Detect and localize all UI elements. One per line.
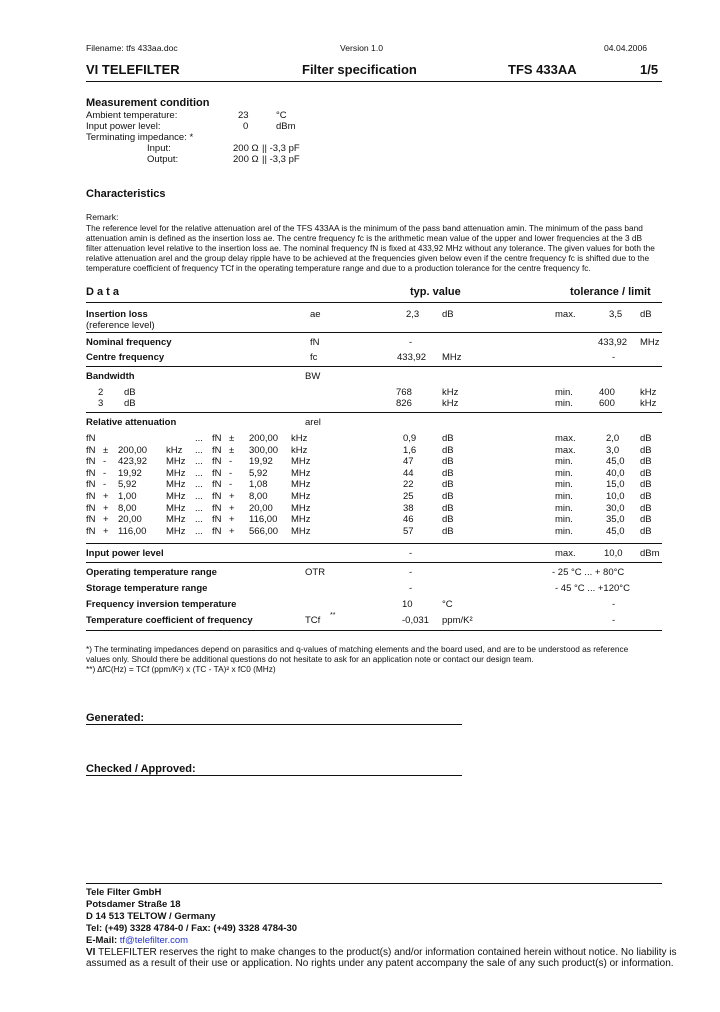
row-limit-value: 433,92 bbox=[598, 337, 628, 348]
rel-b: fN bbox=[212, 491, 222, 502]
row-label: Bandwidth bbox=[86, 371, 135, 382]
remark-line: attenuation amin is defined as the insertion loss ae. The centre frequency fc is the arithmetic mean value of the upper and lower frequencies at the 3 dB bbox=[86, 233, 643, 243]
rel-dots: ... bbox=[195, 491, 203, 502]
rel-v1: 5,92 bbox=[118, 479, 137, 491]
footer-rule bbox=[86, 883, 662, 884]
header-rule bbox=[86, 81, 662, 82]
bw-typ: 768 bbox=[396, 387, 412, 398]
rel-unit: dB bbox=[442, 514, 454, 526]
rel-unit: dB bbox=[442, 444, 454, 456]
version-text: Version 1.0 bbox=[340, 43, 383, 53]
rel-u2: MHz bbox=[291, 456, 311, 468]
rel-limv: 10,0 bbox=[606, 491, 625, 502]
footer-vi-logo: VI bbox=[86, 947, 96, 958]
rel-typ: 0,9 bbox=[403, 433, 417, 444]
rel-u1: MHz bbox=[166, 479, 186, 491]
rel-s2: - bbox=[229, 467, 233, 479]
rel-s2: - bbox=[229, 479, 233, 491]
rel-lim: min. bbox=[555, 525, 573, 537]
rel-b: fN bbox=[212, 433, 222, 444]
rel-limv: 45,0 bbox=[606, 456, 625, 468]
rel-b: fN bbox=[212, 467, 222, 479]
rel-a: fN bbox=[86, 491, 96, 502]
rel-limv: 3,0 bbox=[606, 444, 620, 456]
checked-label: Checked / Approved: bbox=[86, 763, 196, 775]
rel-limv: 45,0 bbox=[606, 525, 625, 537]
rel-u1: MHz bbox=[166, 502, 186, 514]
bw-limit: min. bbox=[555, 398, 573, 409]
rel-a: fN bbox=[86, 433, 96, 444]
rel-s: + bbox=[103, 491, 109, 502]
col-data-header: D a t a bbox=[86, 286, 120, 298]
company-logo bbox=[86, 62, 180, 77]
output-cap: || -3,3 pF bbox=[262, 154, 300, 165]
rel-s: - bbox=[103, 479, 107, 491]
row-label: Nominal frequency bbox=[86, 337, 172, 348]
rel-unit: dB bbox=[442, 456, 454, 468]
rel-lim: min. bbox=[555, 491, 573, 502]
rel-s2: + bbox=[229, 502, 235, 514]
rel-v2: 20,00 bbox=[249, 502, 273, 514]
rel-v2: 200,00 bbox=[249, 433, 279, 444]
bw-limit: min. bbox=[555, 387, 573, 398]
rel-limu: dB bbox=[640, 514, 652, 526]
rel-unit: dB bbox=[442, 433, 454, 444]
row-label: Insertion loss bbox=[86, 309, 148, 320]
rel-dots: ... bbox=[195, 479, 203, 491]
row-limit: max. bbox=[555, 548, 576, 559]
row-limit: max. bbox=[555, 309, 576, 320]
rel-b: fN bbox=[212, 479, 222, 491]
rel-typ: 44 bbox=[403, 467, 414, 479]
rel-v1: 423,92 bbox=[118, 456, 148, 468]
row-label: Temperature coefficient of frequency bbox=[86, 615, 253, 626]
footer-street: Potsdamer Straße 18 bbox=[86, 899, 181, 910]
rel-limu: dB bbox=[640, 502, 652, 514]
bw-typ: 826 bbox=[396, 398, 412, 409]
rel-lim: min. bbox=[555, 479, 573, 491]
rel-typ: 38 bbox=[403, 502, 414, 514]
rel-u1: MHz bbox=[166, 525, 186, 537]
generated-label: Generated: bbox=[86, 712, 145, 724]
footer-email-link[interactable]: tf@telefilter.com bbox=[119, 935, 189, 946]
rel-s2: + bbox=[229, 491, 235, 502]
rel-v1: 20,00 bbox=[118, 514, 142, 526]
bw-unit: kHz bbox=[442, 398, 459, 409]
rel-s: + bbox=[103, 525, 109, 537]
rel-b: fN bbox=[212, 456, 222, 468]
rel-typ: 1,6 bbox=[403, 444, 417, 456]
footer-city: D 14 513 TELTOW / Germany bbox=[86, 911, 216, 922]
rule bbox=[86, 332, 662, 333]
rel-s: + bbox=[103, 514, 109, 526]
power-value: 0 bbox=[243, 121, 249, 132]
rel-s2: ± bbox=[229, 444, 235, 456]
rel-u2: MHz bbox=[291, 502, 311, 514]
rel-lim: min. bbox=[555, 456, 573, 468]
logo-telefilter: TELEFILTER bbox=[101, 62, 180, 77]
footer-disclaimer-text: TELEFILTER reserves the right to make changes to the product(s) and/or information contained herein without notice. No liability is bbox=[98, 947, 677, 958]
input-label: Input: bbox=[147, 143, 171, 154]
rel-a: fN bbox=[86, 502, 96, 514]
rule bbox=[86, 412, 662, 413]
rel-limv: 35,0 bbox=[606, 514, 625, 526]
row-typ: 433,92 bbox=[397, 352, 427, 363]
row-symbol: fc bbox=[310, 352, 318, 363]
rel-v1: 1,00 bbox=[118, 491, 137, 502]
ambient-value: 23 bbox=[238, 110, 249, 121]
rel-dots: ... bbox=[195, 456, 203, 468]
bw-db: 3 bbox=[98, 398, 104, 409]
page-number: 1/5 bbox=[640, 62, 659, 77]
rel-u1: kHz bbox=[166, 444, 183, 456]
rel-s: - bbox=[103, 467, 107, 479]
relative-attenuation-symbol: arel bbox=[305, 417, 321, 428]
rel-dots: ... bbox=[195, 514, 203, 526]
bw-db-unit: dB bbox=[124, 387, 136, 398]
power-unit: dBm bbox=[276, 121, 296, 132]
bw-limit-value: 400 bbox=[599, 387, 615, 398]
rel-typ: 22 bbox=[403, 479, 414, 491]
rel-s2: - bbox=[229, 456, 233, 468]
row-label: Operating temperature range bbox=[86, 567, 217, 578]
rel-u2: MHz bbox=[291, 479, 311, 491]
rel-limu: dB bbox=[640, 479, 652, 491]
input-value: 200 Ω bbox=[233, 143, 259, 154]
row-typ: - bbox=[409, 567, 413, 578]
row-limit-unit: MHz bbox=[640, 337, 660, 348]
characteristics-title: Characteristics bbox=[86, 188, 166, 200]
rel-typ: 57 bbox=[403, 525, 414, 537]
rel-unit: dB bbox=[442, 525, 454, 537]
rel-limu: dB bbox=[640, 444, 652, 456]
rel-dots: ... bbox=[195, 502, 203, 514]
row-symbol: ae bbox=[310, 309, 321, 320]
rel-b: fN bbox=[212, 514, 222, 526]
rel-s2: ± bbox=[229, 433, 235, 444]
rel-b: fN bbox=[212, 525, 222, 537]
row-symbol: TCf bbox=[305, 615, 321, 626]
row-symbol: fN bbox=[310, 337, 320, 348]
row-sublabel: (reference level) bbox=[86, 320, 155, 331]
rel-v1: 116,00 bbox=[118, 525, 147, 537]
rel-limu: dB bbox=[640, 491, 652, 502]
rel-a: fN bbox=[86, 444, 96, 456]
rel-dots: ... bbox=[195, 433, 203, 444]
rel-u2: kHz bbox=[291, 444, 308, 456]
rel-limv: 40,0 bbox=[606, 467, 625, 479]
footer-company: Tele Filter GmbH bbox=[86, 887, 162, 898]
rel-s: - bbox=[103, 456, 107, 468]
footnote-2: **) ΔfC(Hz) = TCf (ppm/K²) x (TC - TA)² x fC0 (MHz) bbox=[86, 664, 276, 674]
bw-db-unit: dB bbox=[124, 398, 136, 409]
rule bbox=[86, 630, 662, 631]
row-limit-value: - bbox=[612, 615, 616, 626]
rel-lim: max. bbox=[555, 433, 576, 444]
rel-a: fN bbox=[86, 467, 96, 479]
rel-b: fN bbox=[212, 502, 222, 514]
rel-u2: MHz bbox=[291, 491, 311, 502]
bw-db: 2 bbox=[98, 387, 104, 398]
date-text: 04.04.2006 bbox=[604, 43, 648, 53]
footnote-1: *) The terminating impedances depend on parasitics and q-values of matching elements and the board used, and are to be understood as reference bbox=[86, 644, 629, 654]
relative-attenuation-label: Relative attenuation bbox=[86, 417, 177, 428]
rel-v1: 8,00 bbox=[118, 502, 137, 514]
rel-s2: + bbox=[229, 525, 235, 537]
row-typ: 2,3 bbox=[406, 309, 420, 320]
table-header-rule bbox=[86, 302, 662, 303]
output-label: Output: bbox=[147, 154, 179, 165]
rel-a: fN bbox=[86, 525, 96, 537]
rel-typ: 25 bbox=[403, 491, 414, 502]
remark-line: The reference level for the relative attenuation arel of the TFS 433AA is the minimum of the pass band attenuation amin. The minimum of the pass band bbox=[86, 223, 643, 233]
ambient-unit: °C bbox=[276, 110, 287, 121]
rel-lim: min. bbox=[555, 467, 573, 479]
checked-line bbox=[86, 775, 462, 776]
rel-u1: MHz bbox=[166, 491, 186, 502]
rel-s: + bbox=[103, 502, 109, 514]
part-number: TFS 433AA bbox=[508, 62, 577, 77]
term-label: Terminating impedance: * bbox=[86, 132, 194, 143]
rel-b: fN bbox=[212, 444, 222, 456]
generated-line bbox=[86, 724, 462, 725]
row-symbol: BW bbox=[305, 371, 321, 382]
remark-line: relative attenuation arel and the group delay ripple have to be achieved at the frequencies given below even if the centre frequency fc is shifted due to the bbox=[86, 253, 650, 263]
row-limit-value: - bbox=[612, 599, 616, 610]
col-tol-header: tolerance / limit bbox=[570, 286, 651, 298]
rel-u2: MHz bbox=[291, 514, 311, 526]
rel-limv: 30,0 bbox=[606, 502, 625, 514]
rel-v2: 566,00 bbox=[249, 525, 279, 537]
row-unit: °C bbox=[442, 599, 453, 610]
output-value: 200 Ω bbox=[233, 154, 259, 165]
rel-a: fN bbox=[86, 479, 96, 491]
rel-lim: min. bbox=[555, 502, 573, 514]
row-symbol-note: ** bbox=[330, 612, 336, 619]
rel-typ: 46 bbox=[403, 514, 414, 526]
measurement-title: Measurement condition bbox=[86, 97, 210, 109]
doc-type: Filter specification bbox=[302, 62, 417, 77]
row-label: Storage temperature range bbox=[86, 583, 208, 594]
row-symbol: OTR bbox=[305, 567, 326, 578]
bw-limit-value: 600 bbox=[599, 398, 615, 409]
footnote-1b: values only. Should there be additional questions do not hesitate to ask for an application note or contact our design team. bbox=[86, 654, 534, 664]
rel-unit: dB bbox=[442, 467, 454, 479]
rel-dots: ... bbox=[195, 467, 203, 479]
rel-v2: 300,00 bbox=[249, 444, 279, 456]
footer-disclaimer-1 bbox=[86, 947, 677, 958]
bw-limit-unit: kHz bbox=[640, 398, 657, 409]
rel-unit: dB bbox=[442, 502, 454, 514]
rel-v2: 8,00 bbox=[249, 491, 268, 502]
rel-u1: MHz bbox=[166, 456, 186, 468]
rel-limu: dB bbox=[640, 456, 652, 468]
power-label: Input power level: bbox=[86, 121, 161, 132]
row-typ: -0,031 bbox=[402, 615, 429, 626]
rule bbox=[86, 543, 662, 544]
rel-u2: MHz bbox=[291, 525, 311, 537]
row-typ: - bbox=[409, 583, 413, 594]
rel-lim: min. bbox=[555, 514, 573, 526]
rel-v1: 19,92 bbox=[118, 467, 142, 479]
row-label: Input power level bbox=[86, 548, 164, 559]
row-label: Frequency inversion temperature bbox=[86, 599, 237, 610]
rel-limu: dB bbox=[640, 467, 652, 479]
rel-a: fN bbox=[86, 456, 96, 468]
rel-u1: MHz bbox=[166, 467, 186, 479]
rel-v1: 200,00 bbox=[118, 444, 148, 456]
rel-unit: dB bbox=[442, 479, 454, 491]
rel-v2: 5,92 bbox=[249, 467, 268, 479]
row-typ: 10 bbox=[402, 599, 413, 610]
row-limit-unit: dB bbox=[640, 309, 652, 320]
rel-limu: dB bbox=[640, 525, 652, 537]
remark-label: Remark: bbox=[86, 212, 119, 222]
rel-limv: 2,0 bbox=[606, 433, 620, 444]
row-limit-value: - 45 °C ... +120°C bbox=[555, 583, 630, 594]
remark-line: filter attenuation level relative to the insertion loss ae. The nominal frequency fN is fixed at 433,92 MHz without any tolerance. The given values for both the bbox=[86, 243, 655, 253]
footer-tel: Tel: (+49) 3328 4784-0 / Fax: (+49) 3328 4784-30 bbox=[86, 923, 298, 934]
row-typ: - bbox=[409, 548, 413, 559]
rel-v2: 1,08 bbox=[249, 479, 268, 491]
rule bbox=[86, 366, 662, 367]
bw-limit-unit: kHz bbox=[640, 387, 657, 398]
row-limit-unit: dBm bbox=[640, 548, 660, 559]
rel-typ: 47 bbox=[403, 456, 414, 468]
row-label: Centre frequency bbox=[86, 352, 165, 363]
row-limit-value: 3,5 bbox=[609, 309, 623, 320]
rel-lim: max. bbox=[555, 444, 576, 456]
row-limit-value: - bbox=[612, 352, 616, 363]
rel-limu: dB bbox=[640, 433, 652, 444]
rel-a: fN bbox=[86, 514, 96, 526]
row-unit: MHz bbox=[442, 352, 462, 363]
row-limit-value: 10,0 bbox=[604, 548, 623, 559]
rel-dots: ... bbox=[195, 525, 203, 537]
rel-v2: 116,00 bbox=[249, 514, 278, 526]
rel-u2: MHz bbox=[291, 467, 311, 479]
footer-email-label: E-Mail: bbox=[86, 935, 118, 946]
rel-u1: MHz bbox=[166, 514, 186, 526]
row-typ: - bbox=[409, 337, 413, 348]
rel-v2: 19,92 bbox=[249, 456, 273, 468]
logo-vi: VI bbox=[86, 62, 99, 77]
ambient-label: Ambient temperature: bbox=[86, 110, 178, 121]
row-unit: ppm/K² bbox=[442, 615, 473, 626]
rel-s2: + bbox=[229, 514, 235, 526]
rule bbox=[86, 562, 662, 563]
input-cap: || -3,3 pF bbox=[262, 143, 300, 154]
remark-line: temperature coefficient of frequency TCf in the operating temperature range and due to a production tolerance for the centre frequency fc. bbox=[86, 263, 591, 273]
footer-email-row bbox=[86, 935, 188, 946]
rel-u2: kHz bbox=[291, 433, 308, 444]
row-unit: dB bbox=[442, 309, 454, 320]
rel-limv: 15,0 bbox=[606, 479, 625, 491]
footer-disclaimer-2: assumed as a result of their use or application. No rights under any patent accompany the sale of any such product(s) or information. bbox=[86, 958, 674, 969]
filename-text: Filename: tfs 433aa.doc bbox=[86, 43, 178, 53]
rel-unit: dB bbox=[442, 491, 454, 502]
row-limit-value: - 25 °C ... + 80°C bbox=[552, 567, 625, 578]
bw-unit: kHz bbox=[442, 387, 459, 398]
col-typ-header: typ. value bbox=[410, 286, 461, 298]
rel-s: ± bbox=[103, 444, 109, 456]
rel-dots: ... bbox=[195, 444, 203, 456]
